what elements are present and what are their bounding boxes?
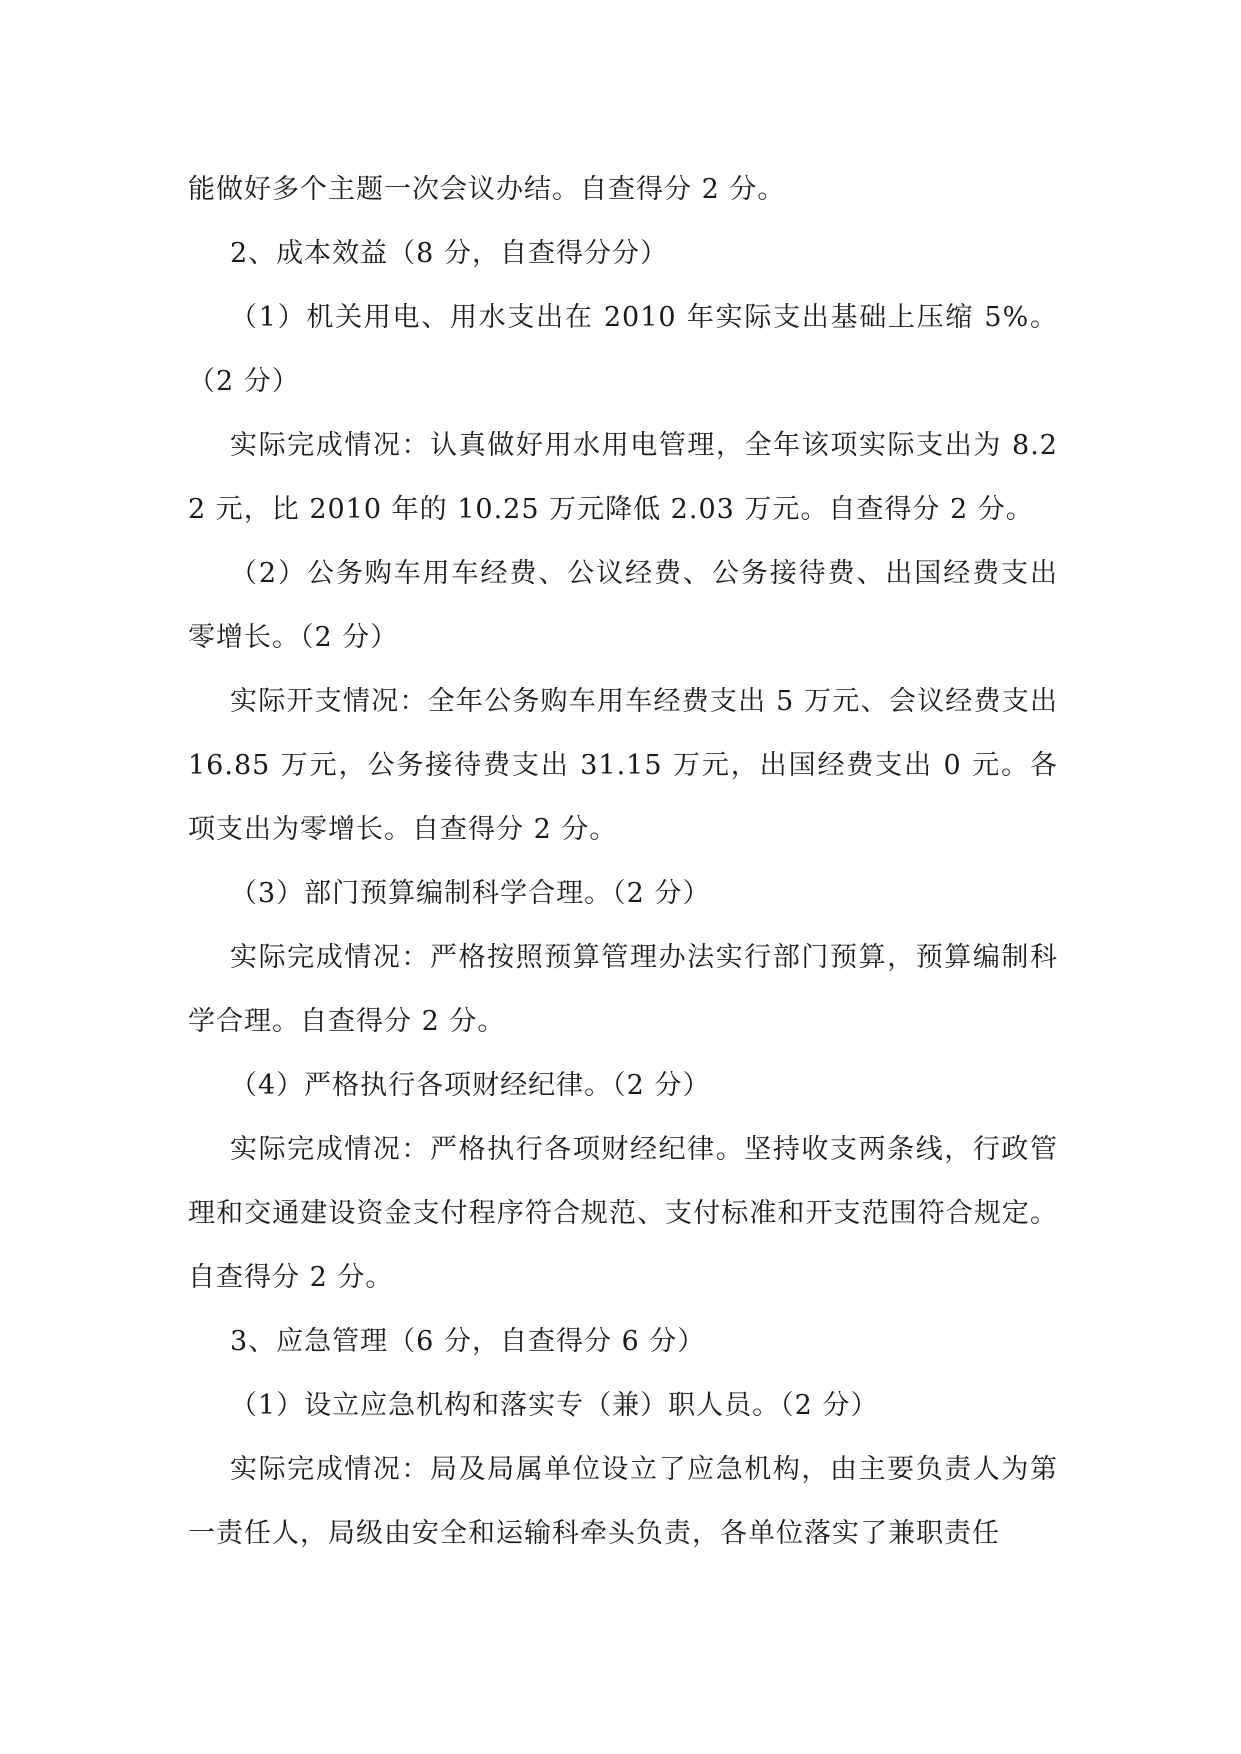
item-utilities-actual: 实际完成情况：认真做好用水用电管理，全年该项实际支出为 8.22 元，比 2010 年的 10.25 万元降低 2.03 万元。自查得分 2 分。 [188, 430, 1058, 525]
item-emergency-requirement: （1）设立应急机构和落实专（兼）职人员。（2 分） [230, 1390, 879, 1421]
item-discipline-requirement: （4）严格执行各项财经纪律。（2 分） [230, 1070, 711, 1101]
item-official-expenses-actual: 实际开支情况：全年公务购车用车经费支出 5 万元、会议经费支出 16.85 万元，公务接待费支出 31.15 万元，出国经费支出 0 元。各项支出为零增长。自查得分 2 分。 [188, 686, 1058, 845]
item-budget-actual: 实际完成情况：严格按照预算管理办法实行部门预算，预算编制科学合理。自查得分 2 分。 [188, 942, 1058, 1037]
item-emergency-actual: 实际完成情况：局及局属单位设立了应急机构，由主要负责人为第一责任人，局级由安全和运输科牵头负责，各单位落实了兼职责任 [188, 1454, 1058, 1549]
paragraph-continuation: 能做好多个主题一次会议办结。自查得分 2 分。 [188, 174, 786, 205]
item-utilities-requirement: （1）机关用电、用水支出在 2010 年实际支出基础上压缩 5%。（2 分） [188, 302, 1058, 397]
item-official-expenses-requirement: （2）公务购车用车经费、公议经费、公务接待费、出国经费支出零增长。（2 分） [188, 558, 1058, 653]
section-heading-emergency: 3、应急管理（6 分，自查得分 6 分） [230, 1326, 706, 1357]
section-heading-cost-benefit: 2、成本效益（8 分，自查得分分） [230, 238, 668, 269]
item-budget-requirement: （3）部门预算编制科学合理。（2 分） [230, 878, 711, 909]
item-discipline-actual: 实际完成情况：严格执行各项财经纪律。坚持收支两条线，行政管理和交通建设资金支付程序符合规范、支付标准和开支范围符合规定。自查得分 2 分。 [188, 1134, 1058, 1293]
document-body [188, 158, 1058, 1566]
